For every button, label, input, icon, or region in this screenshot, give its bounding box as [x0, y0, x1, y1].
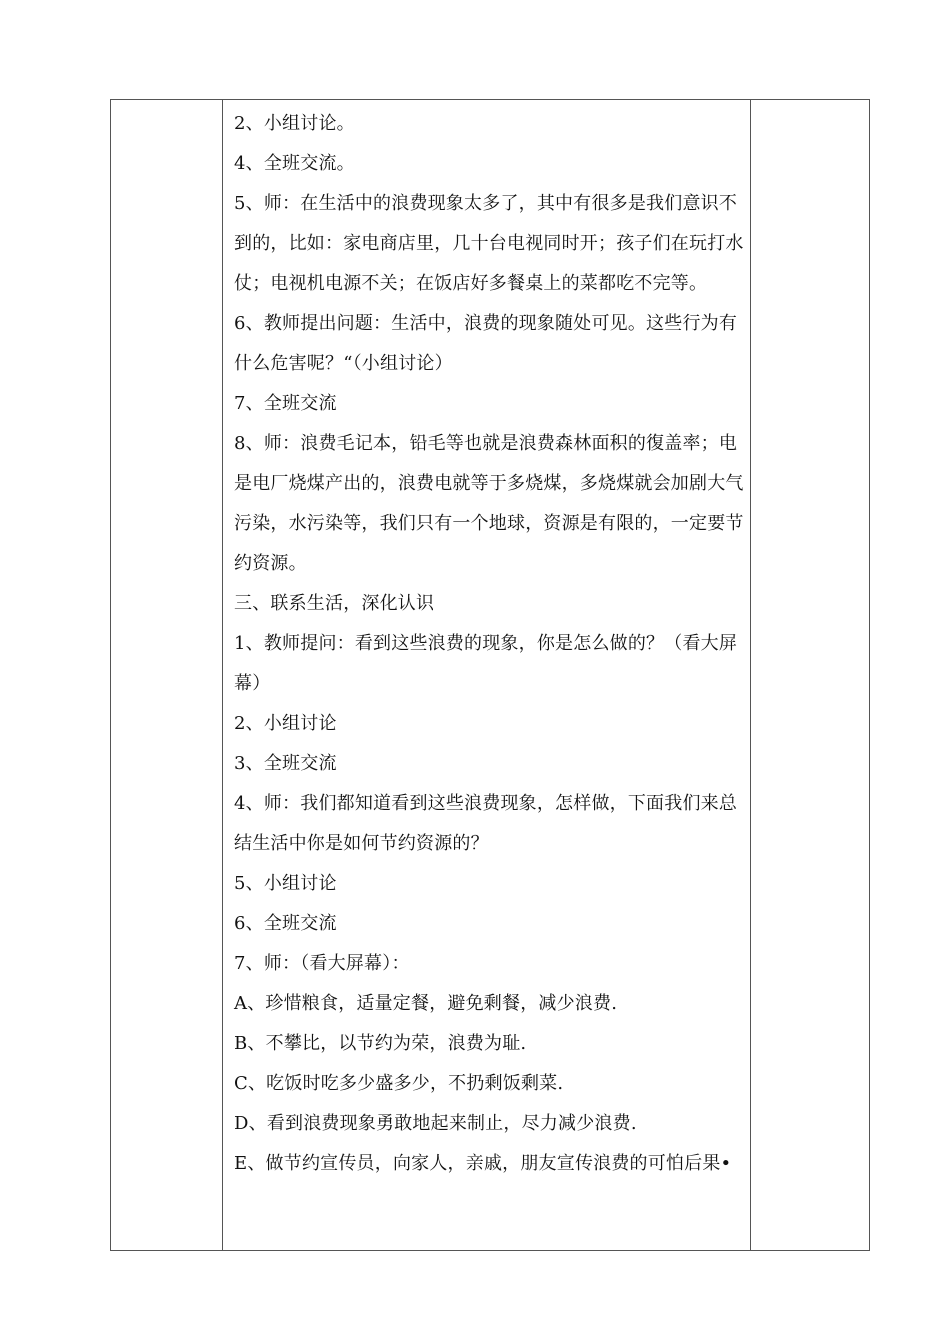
- list-item: D、看到浪费现象勇敢地起来制止，尽力减少浪费.: [234, 1113, 637, 1134]
- paragraph: 4、全班交流。: [234, 153, 355, 174]
- list-item: B、不攀比，以节约为荣，浪费为耻.: [234, 1033, 527, 1054]
- paragraph: 2、小组讨论: [234, 713, 337, 734]
- section-heading: 三、联系生活，深化认识: [234, 593, 435, 614]
- paragraph: 6、教师提出问题：生活中，浪费的现象随处可见。这些行为有什么危害呢？“（小组讨论）: [234, 313, 738, 374]
- lesson-table: [110, 99, 870, 1251]
- list-item: C、吃饭时吃多少盛多少，不扔剩饭剩菜.: [234, 1073, 564, 1094]
- lesson-content-cell: [223, 100, 751, 1251]
- paragraph: 7、师：（看大屏幕）：: [234, 953, 410, 974]
- list-item: A、珍惜粮食，适量定餐，避免剩餐，减少浪费.: [234, 993, 618, 1014]
- paragraph: 5、小组讨论: [234, 873, 337, 894]
- list-item: E、做节约宣传员，向家人，亲戚，朋友宣传浪费的可怕后果•: [234, 1153, 732, 1174]
- left-empty-cell: [111, 100, 223, 1251]
- paragraph: 8、师：浪费毛记本，铅毛等也就是浪费森林面积的復盖率；电是电厂烧煤产出的，浪费电就等于多烧煤，多烧煤就会加剧大气污染，水污染等，我们只有一个地球，资源是有限的，一定要节约资源。: [234, 433, 744, 574]
- paragraph: 1、教师提问：看到这些浪费的现象，你是怎么做的？（看大屏幕）: [234, 633, 738, 694]
- paragraph: 4、师：我们都知道看到这些浪费现象，怎样做，下面我们来总结生活中你是如何节约资源的？: [234, 793, 738, 854]
- paragraph: 2、小组讨论。: [234, 113, 355, 134]
- paragraph: 7、全班交流: [234, 393, 337, 414]
- lesson-content: [223, 100, 750, 1250]
- table-row: [111, 100, 870, 1251]
- paragraph: 3、全班交流: [234, 753, 337, 774]
- right-empty-cell: [751, 100, 870, 1251]
- paragraph: 5、师：在生活中的浪费现象太多了，其中有很多是我们意识不到的，比如：家电商店里，几十台电视同时开；孩子们在玩打水仗；电视机电源不关；在饭店好多餐桌上的菜都吃不完等。: [234, 193, 744, 294]
- paragraph: 6、全班交流: [234, 913, 337, 934]
